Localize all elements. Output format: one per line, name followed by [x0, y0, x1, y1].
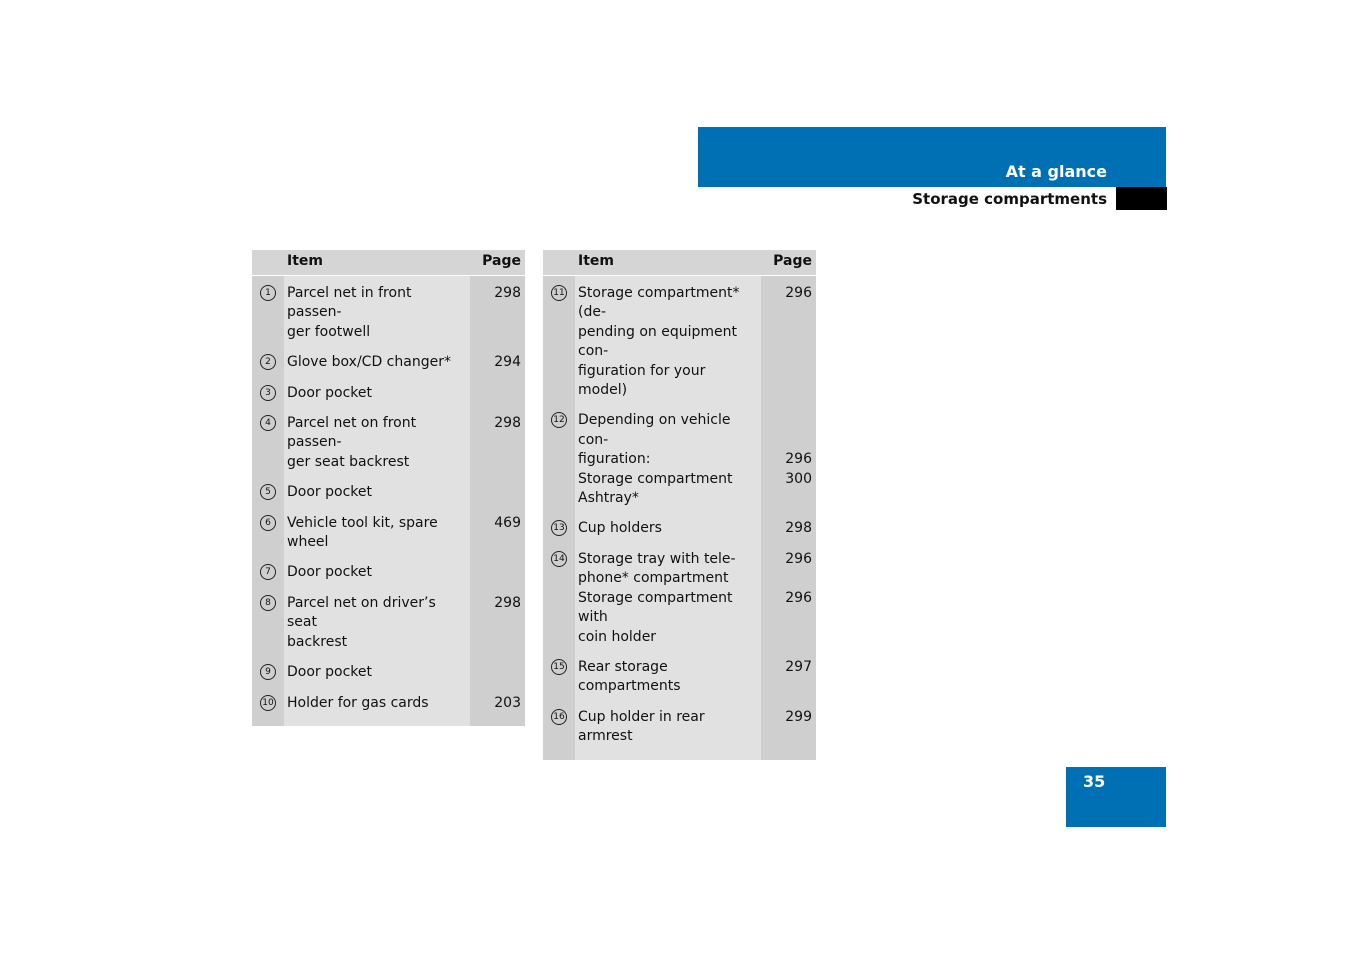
item-number [252, 376, 284, 406]
item-number [252, 276, 284, 345]
item-number-badge: 4 [260, 415, 276, 431]
item-number-badge: 3 [260, 385, 276, 401]
item-number [252, 655, 284, 685]
item-number [543, 276, 575, 403]
item-number [543, 511, 575, 541]
item-number-badge: 1 [260, 285, 276, 301]
item-label: Vehicle tool kit, spare wheel [284, 506, 470, 556]
item-label: Storage compartment* (de- pending on equipment con- figuration for your model) [575, 276, 761, 403]
item-number-badge: 12 [551, 412, 567, 428]
storage-table-right [543, 250, 816, 760]
subsection-title: Storage compartments [912, 190, 1107, 208]
item-number [543, 650, 575, 700]
item-number-badge: 10 [260, 695, 276, 711]
item-page-ref [470, 555, 525, 585]
table-bottom-padding [284, 716, 470, 726]
item-number [543, 403, 575, 511]
item-label: Cup holder in rear armrest [575, 700, 761, 750]
item-number-badge: 14 [551, 551, 567, 567]
item-page-ref: 297 [761, 650, 816, 700]
header-num-cell [252, 250, 284, 276]
item-number-badge: 16 [551, 709, 567, 725]
item-number [543, 542, 575, 650]
item-label: Glove box/CD changer* [284, 345, 470, 375]
table-bottom-padding [761, 750, 816, 760]
header-page-cell: Page [470, 250, 525, 276]
item-number-badge: 15 [551, 659, 567, 675]
item-page-ref: 299 [761, 700, 816, 750]
item-label: Parcel net on driver’s seat backrest [284, 586, 470, 655]
item-number [252, 686, 284, 716]
item-number [252, 586, 284, 655]
item-page-ref: 469 [470, 506, 525, 556]
item-number-badge: 6 [260, 515, 276, 531]
item-number [252, 406, 284, 475]
item-page-ref: 296 300 [761, 403, 816, 511]
item-label: Parcel net on front passen- ger seat backrest [284, 406, 470, 475]
storage-table-left [252, 250, 525, 726]
item-page-ref: 296 296 [761, 542, 816, 650]
item-number-badge: 9 [260, 664, 276, 680]
item-label: Cup holders [575, 511, 761, 541]
section-header-bar [698, 127, 1166, 187]
item-number [543, 700, 575, 750]
item-page-ref: 296 [761, 276, 816, 403]
item-label: Storage tray with tele- phone* compartment Storage compartment with coin holder [575, 542, 761, 650]
item-page-ref [470, 475, 525, 505]
item-number-badge: 7 [260, 564, 276, 580]
item-number [252, 555, 284, 585]
item-page-ref [470, 655, 525, 685]
item-label: Depending on vehicle con- figuration: Storage compartment Ashtray* [575, 403, 761, 511]
item-label: Parcel net in front passen- ger footwell [284, 276, 470, 345]
item-page-ref: 298 [470, 406, 525, 475]
table-bottom-padding [252, 716, 284, 726]
header-item-cell: Item [575, 250, 761, 276]
item-label: Door pocket [284, 376, 470, 406]
page-number: 35 [1083, 772, 1106, 791]
item-page-ref: 203 [470, 686, 525, 716]
item-number-badge: 13 [551, 520, 567, 536]
item-number-badge: 11 [551, 285, 567, 301]
item-label: Holder for gas cards [284, 686, 470, 716]
item-number-badge: 8 [260, 595, 276, 611]
page-number-box [1066, 767, 1166, 827]
section-title: At a glance [1005, 162, 1107, 181]
item-number [252, 475, 284, 505]
item-label: Door pocket [284, 555, 470, 585]
item-number-badge: 2 [260, 354, 276, 370]
table-bottom-padding [575, 750, 761, 760]
table-bottom-padding [470, 716, 525, 726]
item-number [252, 345, 284, 375]
item-page-ref: 298 [761, 511, 816, 541]
section-tab-marker [1116, 187, 1167, 210]
item-page-ref [470, 376, 525, 406]
item-page-ref: 294 [470, 345, 525, 375]
item-number-badge: 5 [260, 484, 276, 500]
item-number [252, 506, 284, 556]
item-label: Door pocket [284, 655, 470, 685]
item-page-ref: 298 [470, 276, 525, 345]
item-page-ref: 298 [470, 586, 525, 655]
header-page-cell: Page [761, 250, 816, 276]
header-item-cell: Item [284, 250, 470, 276]
item-label: Door pocket [284, 475, 470, 505]
header-num-cell [543, 250, 575, 276]
table-bottom-padding [543, 750, 575, 760]
item-label: Rear storage compartments [575, 650, 761, 700]
